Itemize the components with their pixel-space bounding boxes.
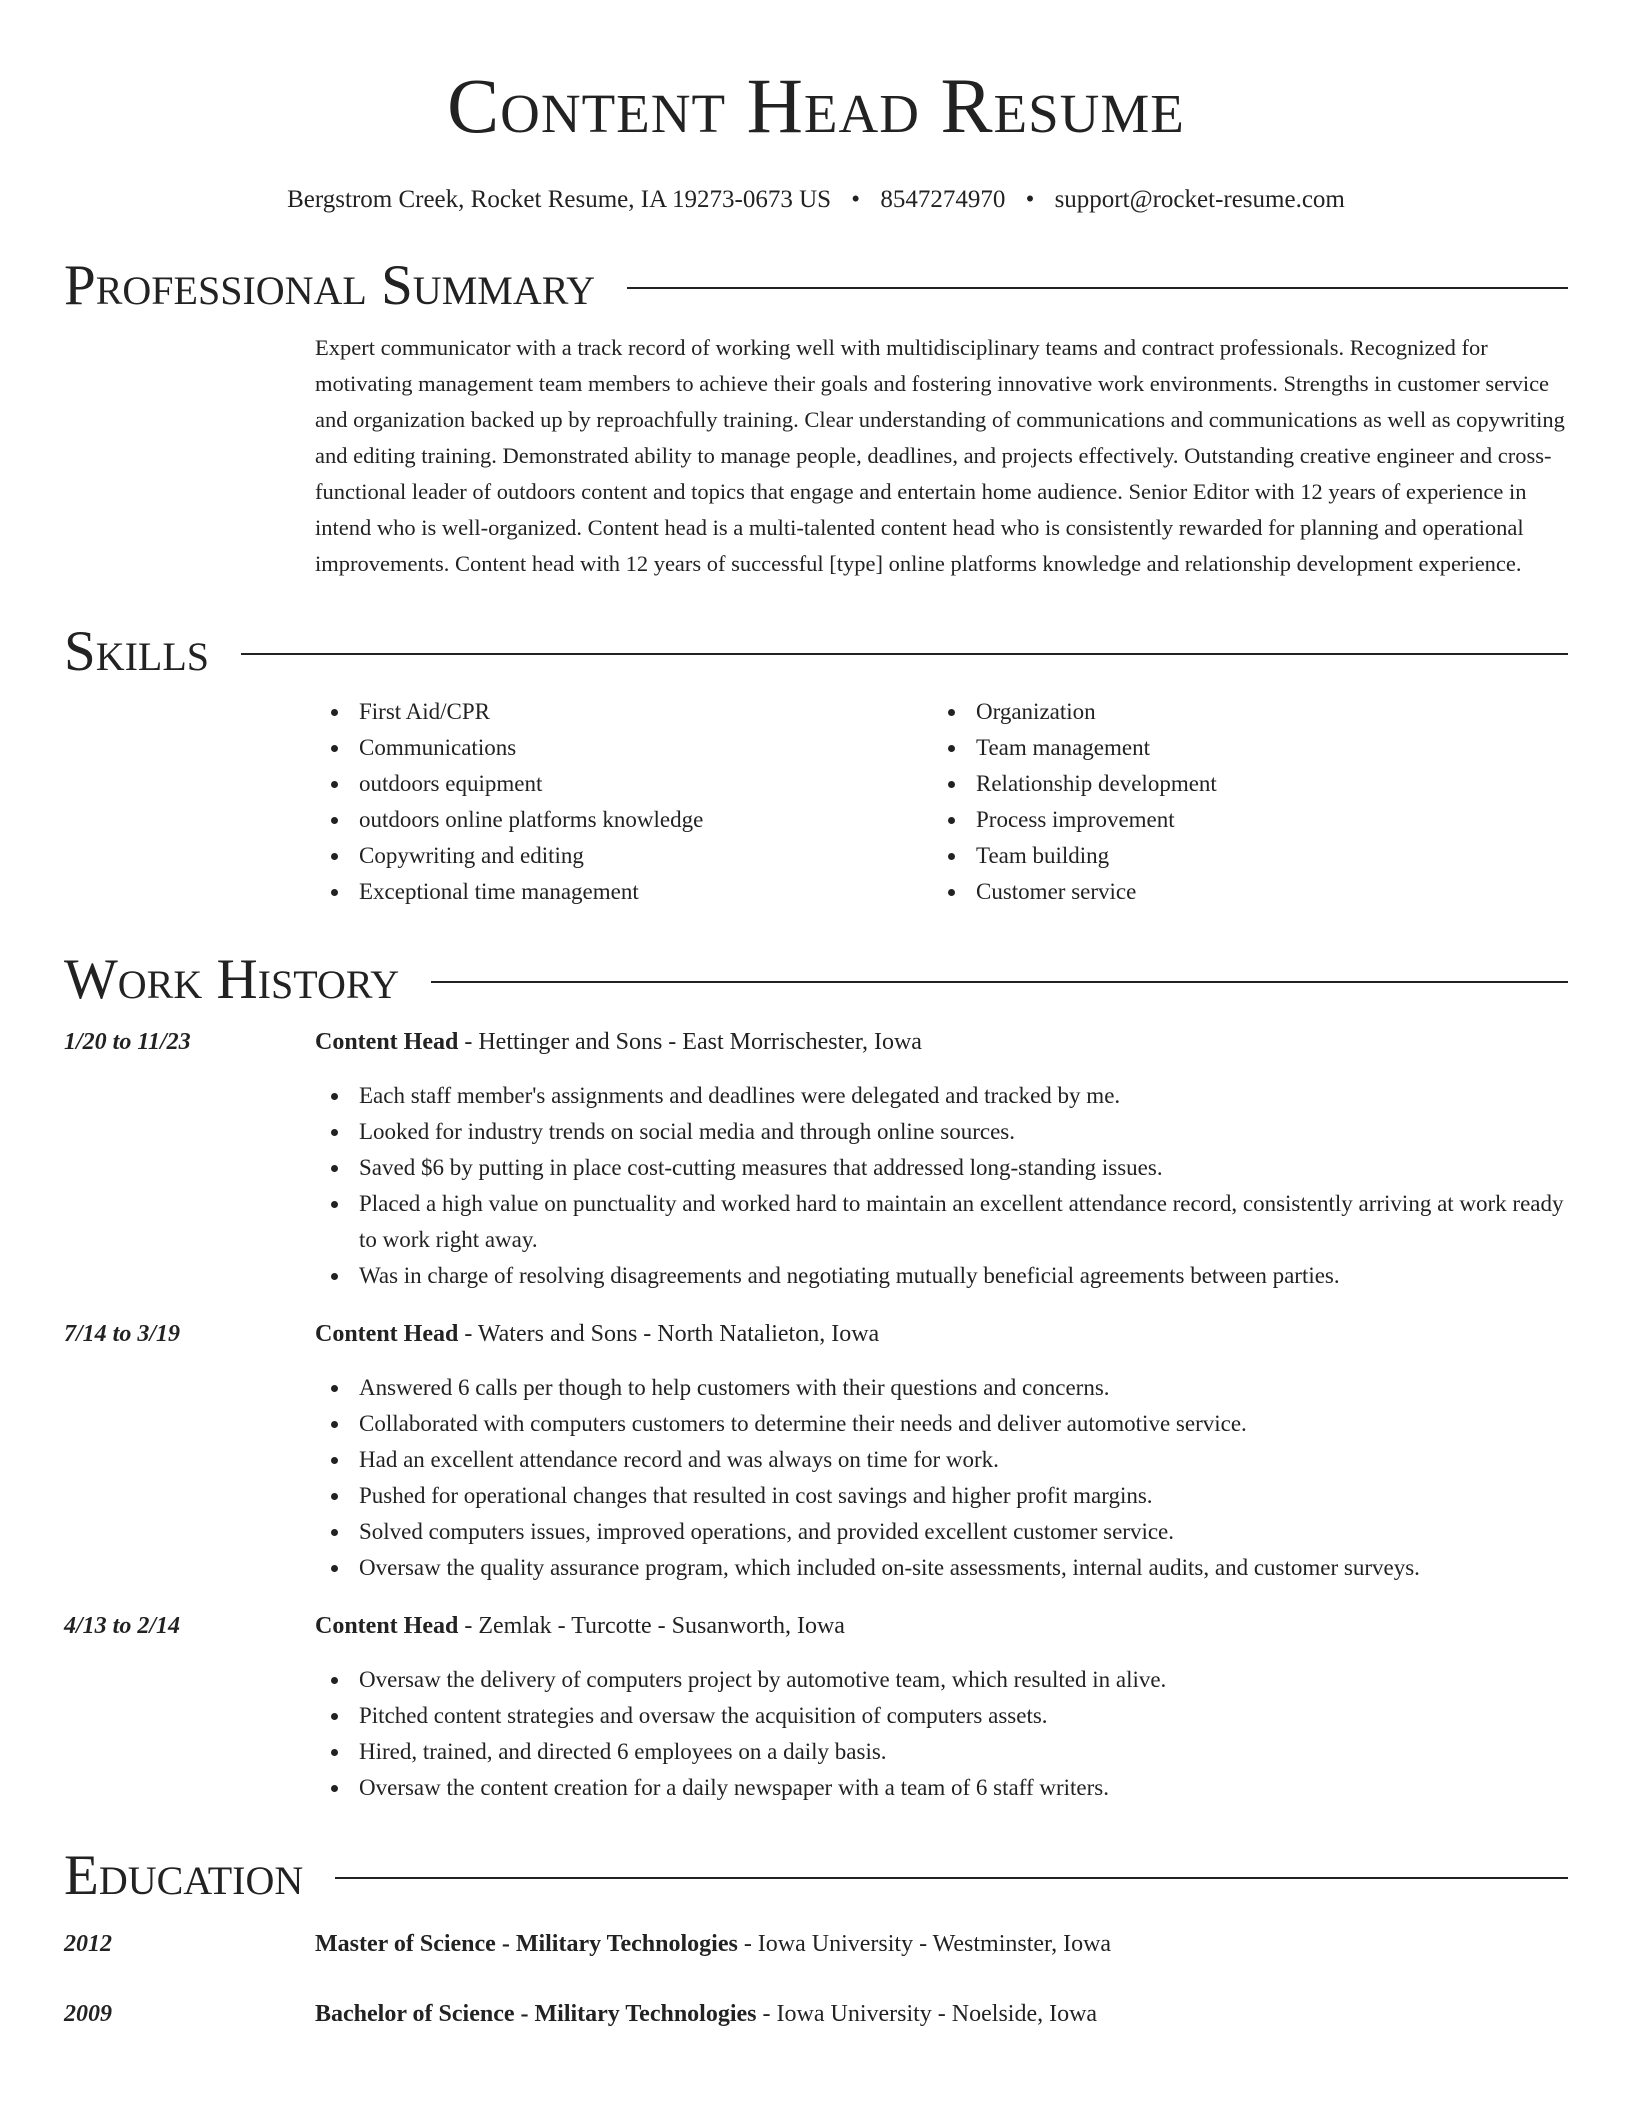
work-section-header bbox=[64, 948, 1568, 1012]
email: support@rocket-resume.com bbox=[1054, 186, 1345, 213]
education-section-header bbox=[64, 1844, 1568, 1908]
education-entry bbox=[64, 1926, 1568, 1962]
skill-item: outdoors online platforms knowledge bbox=[315, 802, 932, 838]
job-bullet: Solved computers issues, improved operations, and provided excellent customer service. bbox=[315, 1514, 1568, 1550]
job-bullet: Oversaw the delivery of computers project by automotive team, which resulted in alive. bbox=[315, 1662, 1568, 1698]
skill-item: Communications bbox=[315, 730, 932, 766]
section-title-skills: Skills bbox=[64, 620, 210, 683]
job-bullet: Pitched content strategies and oversaw the acquisition of computers assets. bbox=[315, 1698, 1568, 1734]
education-degree: Bachelor of Science - Military Technologies bbox=[315, 2001, 757, 2027]
section-divider bbox=[335, 1877, 1568, 1879]
job-bullet: Each staff member's assignments and deadlines were delegated and tracked by me. bbox=[315, 1078, 1568, 1114]
job-title: Content Head bbox=[315, 1029, 459, 1055]
job-bullet: Had an excellent attendance record and was always on time for work. bbox=[315, 1442, 1568, 1478]
job-bullet: Oversaw the quality assurance program, which included on-site assessments, internal audits, and customer surveys. bbox=[315, 1550, 1568, 1586]
skills-list bbox=[315, 694, 1568, 910]
job-bullet: Oversaw the content creation for a daily newspaper with a team of 6 staff writers. bbox=[315, 1770, 1568, 1806]
job-heading bbox=[315, 1024, 1568, 1294]
job-bullet: Hired, trained, and directed 6 employees on a daily basis. bbox=[315, 1734, 1568, 1770]
education-list bbox=[64, 1926, 1568, 2032]
section-title-education: Education bbox=[64, 1844, 304, 1907]
separator-dot: • bbox=[851, 186, 861, 213]
job-heading bbox=[315, 1316, 1568, 1586]
job-details: - Hettinger and Sons - East Morrischester, Iowa bbox=[458, 1029, 922, 1055]
job-bullet: Saved $6 by putting in place cost-cutting measures that addressed long-standing issues. bbox=[315, 1150, 1568, 1186]
education-entry bbox=[64, 1996, 1568, 2032]
work-history bbox=[64, 1024, 1568, 1806]
section-title-work: Work History bbox=[64, 948, 400, 1011]
job-details: - Waters and Sons - North Natalieton, Iowa bbox=[458, 1321, 880, 1347]
job-bullet: Pushed for operational changes that resulted in cost savings and higher profit margins. bbox=[315, 1478, 1568, 1514]
section-divider bbox=[431, 981, 1568, 983]
education-year: 2009 bbox=[64, 2001, 112, 2027]
job-entry bbox=[64, 1608, 1568, 1806]
job-bullet: Answered 6 calls per though to help customers with their questions and concerns. bbox=[315, 1370, 1568, 1406]
job-bullet: Collaborated with computers customers to determine their needs and deliver automotive service. bbox=[315, 1406, 1568, 1442]
skill-item: Relationship development bbox=[932, 766, 1549, 802]
address: Bergstrom Creek, Rocket Resume, IA 19273-0673 US bbox=[287, 186, 832, 213]
skill-item: Team building bbox=[932, 838, 1549, 874]
job-bullets bbox=[315, 1370, 1568, 1586]
section-divider bbox=[241, 653, 1568, 655]
job-bullets bbox=[315, 1662, 1568, 1806]
job-entry bbox=[64, 1024, 1568, 1294]
job-title: Content Head bbox=[315, 1321, 459, 1347]
resume-title: Content Head Resume bbox=[447, 62, 1185, 149]
education-degree: Master of Science - Military Technologies bbox=[315, 1931, 738, 1957]
skill-item: Organization bbox=[932, 694, 1549, 730]
summary-section-header bbox=[64, 254, 1568, 318]
job-dates: 1/20 to 11/23 bbox=[64, 1029, 191, 1055]
job-bullet: Looked for industry trends on social media and through online sources. bbox=[315, 1114, 1568, 1150]
education-year: 2012 bbox=[64, 1931, 112, 1957]
skill-item: outdoors equipment bbox=[315, 766, 932, 802]
job-bullets bbox=[315, 1078, 1568, 1294]
skills-section-header bbox=[64, 620, 1568, 684]
phone: 8547274970 bbox=[880, 186, 1006, 213]
skill-item: Copywriting and editing bbox=[315, 838, 932, 874]
skill-item: Exceptional time management bbox=[315, 874, 932, 910]
skills-column-right bbox=[932, 694, 1549, 910]
skill-item: Process improvement bbox=[932, 802, 1549, 838]
skills-column-left bbox=[315, 694, 932, 910]
job-heading bbox=[315, 1608, 1568, 1806]
job-bullet: Placed a high value on punctuality and worked hard to maintain an excellent attendance record, consistently arriving at work ready to work right away. bbox=[315, 1186, 1568, 1258]
skill-item: Customer service bbox=[932, 874, 1549, 910]
contact-line bbox=[64, 184, 1568, 216]
job-dates: 4/13 to 2/14 bbox=[64, 1613, 181, 1639]
education-details: - Iowa University - Westminster, Iowa bbox=[737, 1931, 1112, 1957]
education-details: - Iowa University - Noelside, Iowa bbox=[756, 2001, 1098, 2027]
skill-item: First Aid/CPR bbox=[315, 694, 932, 730]
job-title: Content Head bbox=[315, 1613, 459, 1639]
job-entry bbox=[64, 1316, 1568, 1586]
skill-item: Team management bbox=[932, 730, 1549, 766]
job-details: - Zemlak - Turcotte - Susanworth, Iowa bbox=[458, 1613, 845, 1639]
section-divider bbox=[627, 287, 1568, 289]
summary-text: Expert communicator with a track record of working well with multidisciplinary teams and contract professionals. Recognized for motivating management team members to achieve their goals and fostering innovative work environments. Strengths in customer service and organization backed up by reproachfully training. Clear understanding of communications and communications as well as copywriting and editing training. Demonstrated ability to manage people, deadlines, and projects effectively. Outstanding creative engineer and cross-functional leader of outdoors content and topics that engage and entertain home audience. Senior Editor with 12 years of experience in intend who is well-organized. Content head is a multi-talented content head who is consistently rewarded for planning and operational improvements. Content head with 12 years of successful [type] online platforms knowledge and relationship development experience. bbox=[315, 335, 1565, 576]
job-dates: 7/14 to 3/19 bbox=[64, 1321, 181, 1347]
separator-dot: • bbox=[1025, 186, 1035, 213]
section-title-summary: Professional Summary bbox=[64, 254, 596, 317]
job-bullet: Was in charge of resolving disagreements and negotiating mutually beneficial agreements between parties. bbox=[315, 1258, 1568, 1294]
resume-page bbox=[64, 0, 1568, 2032]
